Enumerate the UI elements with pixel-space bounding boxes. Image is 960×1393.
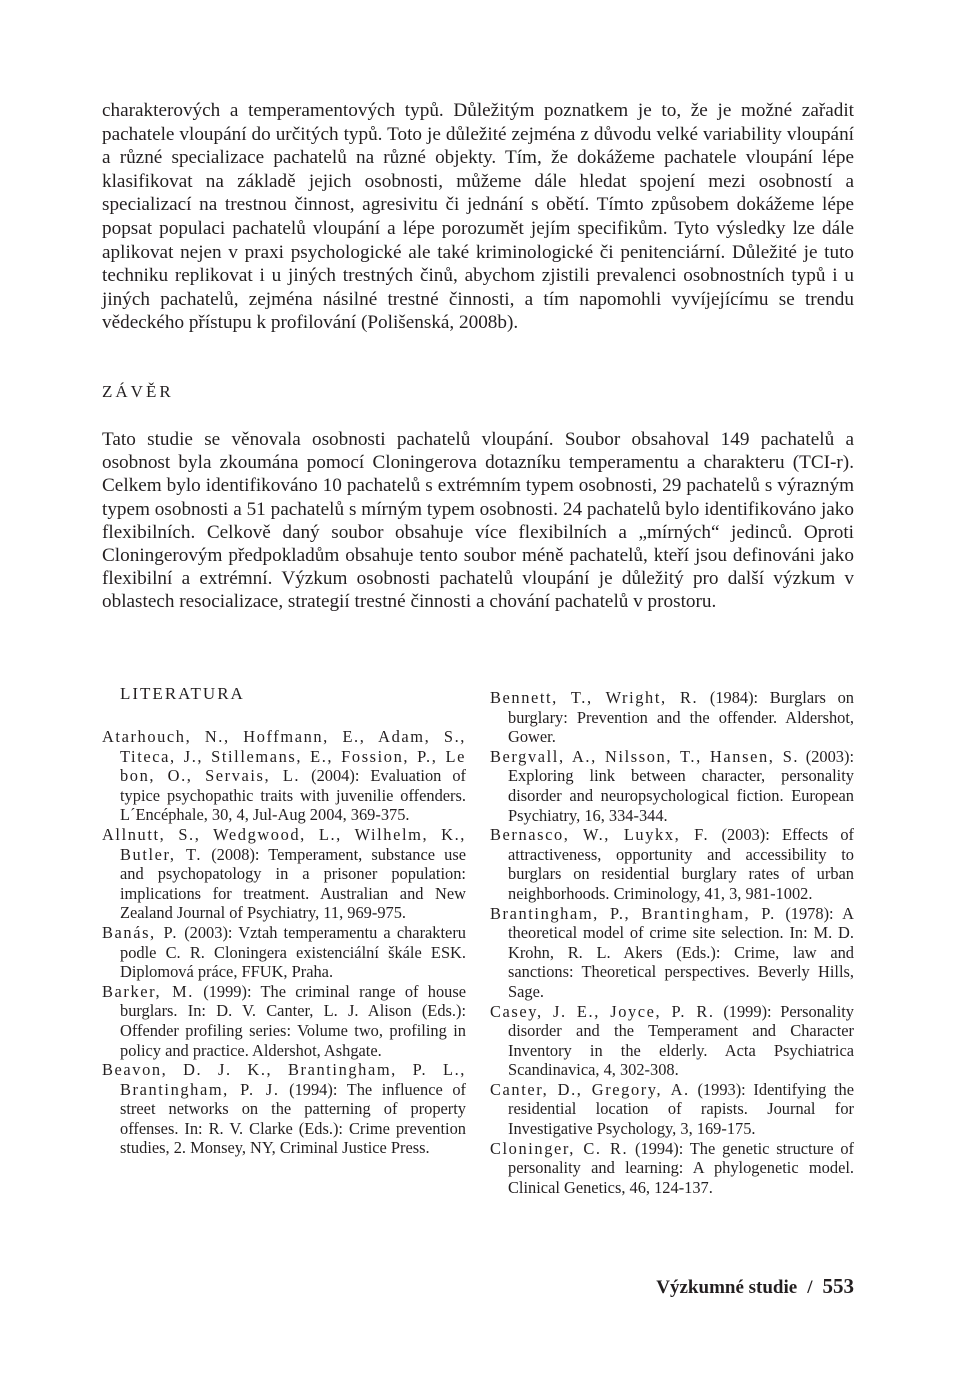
reference-details: (2008): Temperament, substance use and psychopatology in a prisoner population: implications for treatment. Australian and New Zealand Journal of Psychiatry, 11, 969-975.: [120, 844, 466, 923]
conclusion-paragraph: Tato studie se věnovala osobnosti pachatelů vloupání. Soubor obsahoval 149 pachatelů a osobnost byla zkoumána pomocí Cloningerova dotazníku temperamentu a charakteru (TCI-r). Celkem bylo identifikováno 10 pachatelů s extrémním typem osobnosti, 29 pachatelů s výrazným typem osobnosti a 51 pachatelů s mírným typem osobnosti. 24 pachatelů bylo identifikováno jako flexibilních. Celkově daný soubor obsahuje více flexibilních a „mírných“ jedinců. Oproti Cloningerovým předpokladům obsahuje tento soubor méně pachatelů, kteří jsou definováni jako flexibilní a extrémní. Výzkum osobnosti pachatelů vloupání je důležitý pro další výzkum v oblastech resocializace, strategií trestné činnosti a chování pachatelů v prostoru.: [102, 429, 854, 613]
reference-item: [490, 1139, 854, 1198]
reference-item: [490, 1002, 854, 1080]
reference-details: (1999): Personality disorder and the Temperament and Character Inventory in the elderly. Acta Psychiatrica Scandinavica, 4, 302-308.: [508, 1001, 855, 1080]
reference-details: (1994): The genetic structure of personality and learning: A phylogenetic model. Clinical Genetics, 46, 124-137.: [508, 1138, 854, 1197]
reference-item: [490, 904, 854, 1002]
reference-item: [102, 1060, 466, 1158]
page-footer: [656, 1274, 854, 1299]
page-number: 553: [822, 1274, 854, 1298]
references-heading: LITERATURA: [120, 684, 245, 703]
footer-separator: /: [807, 1277, 813, 1298]
reference-details: (1994): The influence of street networks on the patterning of property offenses. In: R. V. Clarke (Eds.): Crime prevention studies, 2. Monsey, NY, Criminal Justice Press.: [120, 1079, 466, 1158]
reference-details: (2004): Evaluation of typice psychopathic traits with juvenilie offenders. L´Encéphale, 30, 4, Jul-Aug 2004, 369-375.: [120, 766, 467, 825]
reference-authors: Cloninger, C. R.: [490, 1138, 629, 1158]
reference-details: (2003): Effects of attractiveness, opportunity and accessibility to burglars on residential burglary rates of urban neighborhoods. Criminology, 41, 3, 981-1002.: [508, 825, 854, 903]
reference-details: (2003): Exploring link between character, personality disorder and neuropsychological fiction. European Psychiatry, 16, 334-344.: [508, 746, 854, 825]
reference-authors: Banás, P.: [102, 922, 179, 942]
reference-details: (1993): Identifying the residential location of rapists. Journal for Investigative Psychology, 3, 169-175.: [508, 1079, 854, 1139]
reference-authors: Atarhouch, N., Hoffmann, E., Adam, S., Titeca, J., Stillemans, E., Fossion, P., Le bon, O., Servais, L.: [102, 727, 466, 786]
reference-details: (1999): The criminal range of house burglars. In: D. V. Canter, L. J. Alison (Eds.): Offender profiling series: Volume two, profiling in policy and practice. Aldershot, Ashgate.: [120, 981, 466, 1060]
reference-authors: Casey, J. E., Joyce, P. R.: [490, 1001, 715, 1021]
references-left-column: [102, 727, 466, 1158]
intro-paragraph: charakterových a temperamentových typů. Důležitým poznatkem je to, že je možné zařadit pachatele vloupání do určitých typů. Toto je důležité zejména z důvodu velké variability vloupání a různé specializace pachatelů na různé objekty. Tím, že dokážeme pachatele vloupání lépe klasifikovat na základě jejich osobnosti, můžeme dále hledat spojení mezi osobností a specializací na trestnou činnost, agresivitu či jednání s obětí. Tímto způsobem dokážeme lépe popsat populaci pachatelů vloupání a lépe porozumět jejím specifikům. Tyto výsledky lze dále aplikovat nejen v praxi psychologické ale také kriminologické či penitenciární. Důležité je tuto techniku replikovat i u jiných trestných činů, abychom zjistili prevalenci osobnostních typů i u jiných pachatelů, zejména násilné trestné činnosti, a tím napomohli vyvíjejícímu se trendu vědeckého přístupu k profilování (Polišenská, 2008b).: [102, 100, 854, 334]
reference-details: (2003): Vztah temperamentu a charakteru podle C. R. Cloningera existenciální škále ESK. Diplomová práce, FFUK, Praha.: [120, 922, 466, 982]
reference-authors: Bernasco, W., Luykx, F.: [490, 825, 710, 845]
reference-item: [490, 1080, 854, 1139]
reference-authors: Allnutt, S., Wedgwood, L., Wilhelm, K., Butler, T.: [102, 824, 466, 864]
reference-authors: Bennett, T., Wright, R.: [490, 688, 699, 707]
reference-authors: Bergvall, A., Nilsson, T., Hansen, S.: [490, 746, 800, 766]
reference-item: [102, 825, 466, 923]
reference-authors: Canter, D., Gregory, A.: [490, 1079, 690, 1099]
reference-item: [490, 688, 854, 747]
reference-authors: Barker, M.: [102, 981, 194, 1001]
reference-item: [102, 727, 466, 825]
reference-authors: Beavon, D. J. K., Brantingham, P. L., Brantingham, P. J.: [102, 1060, 466, 1099]
reference-item: [102, 923, 466, 982]
reference-item: [490, 747, 854, 825]
conclusion-heading: ZÁVĚR: [102, 382, 174, 401]
reference-details: (1978): A theoretical model of crime site selection. In: M. D. Krohn, R. L. Akers (Eds.): Crime, law and sanctions: Theoretical perspectives. Beverly Hills, Sage.: [508, 903, 854, 1001]
reference-item: [102, 982, 466, 1060]
reference-item: [490, 825, 854, 903]
reference-authors: Brantingham, P., Brantingham, P.: [490, 903, 776, 923]
footer-section-title: Výzkumné studie: [656, 1277, 798, 1298]
reference-details: (1984): Burglars on burglary: Prevention and the offender. Aldershot, Gower.: [508, 688, 854, 747]
references-right-column: [490, 688, 854, 1197]
